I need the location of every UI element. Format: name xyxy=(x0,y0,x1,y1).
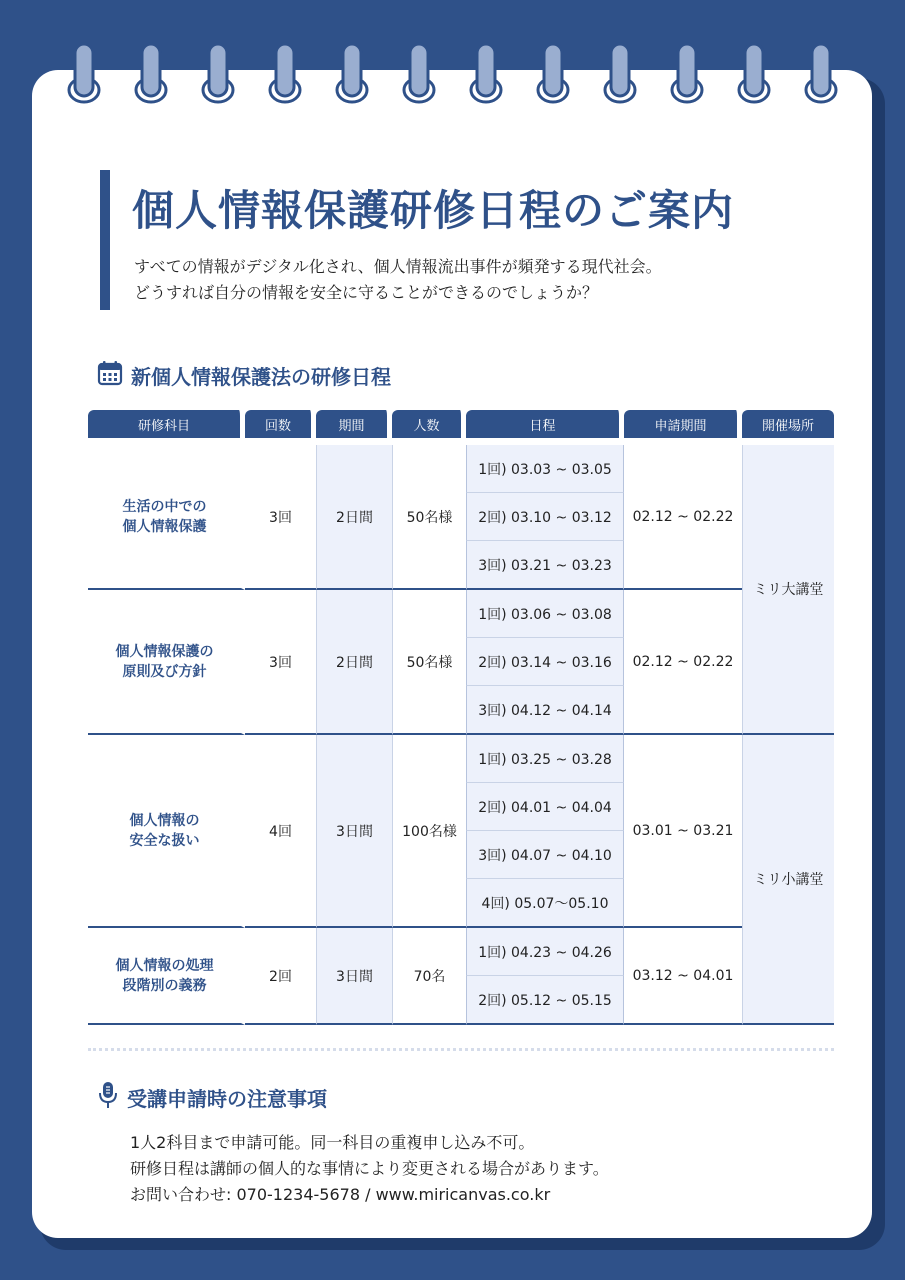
schedule-section-heading xyxy=(97,360,391,390)
course-period: 2日間 xyxy=(316,590,392,735)
venue: ミリ小講堂 xyxy=(742,735,834,1025)
course-count: 2回 xyxy=(245,928,316,1025)
table-header-row xyxy=(88,410,834,438)
apply-period: 03.01 ~ 03.21 xyxy=(624,735,742,928)
binding-ring xyxy=(133,42,169,106)
session-date: 3回) 04.07 ~ 04.10 xyxy=(466,831,624,879)
course-subject-line: 個人情報の xyxy=(129,812,200,829)
apply-period: 02.12 ~ 02.22 xyxy=(624,445,742,590)
binding-ring xyxy=(736,42,772,106)
notes-section-title: 受講申請時の注意事項 xyxy=(127,1086,327,1111)
session-date: 2回) 03.14 ~ 03.16 xyxy=(466,638,624,686)
session-date: 2回) 05.12 ~ 05.15 xyxy=(466,976,624,1025)
course-people: 100名様 xyxy=(392,735,466,928)
course-subject xyxy=(88,445,245,590)
intro-line: どうすれば自分の情報を安全に守ることができるのでしょうか？ xyxy=(134,283,599,302)
binding-ring xyxy=(267,42,303,106)
table-row xyxy=(88,445,834,493)
course-subject-line: 個人情報保護の xyxy=(115,643,214,660)
binding-ring xyxy=(66,42,102,106)
course-subject-line: 個人情報の処理 xyxy=(115,957,214,974)
binding-ring xyxy=(401,42,437,106)
course-people: 70名 xyxy=(392,928,466,1025)
session-date: 1回) 03.06 ~ 03.08 xyxy=(466,590,624,638)
binding-ring xyxy=(535,42,571,106)
course-count: 3回 xyxy=(245,590,316,735)
intro-line: すべての情報がデジタル化され、個人情報流出事件が頻発する現代社会。 xyxy=(134,257,662,276)
session-date: 1回) 03.03 ~ 03.05 xyxy=(466,445,624,493)
course-period: 3日間 xyxy=(316,735,392,928)
course-people: 50名様 xyxy=(392,445,466,590)
course-subject-line: 安全な扱い xyxy=(129,832,200,849)
binding-ring xyxy=(669,42,705,106)
venue: ミリ大講堂 xyxy=(742,445,834,735)
course-subject-line: 原則及び方針 xyxy=(122,663,207,680)
binding-ring xyxy=(602,42,638,106)
binding-ring xyxy=(803,42,839,106)
session-date: 3回) 04.12 ~ 04.14 xyxy=(466,686,624,735)
course-subject-line: 個人情報保護 xyxy=(122,518,207,535)
schedule-section-title: 新個人情報保護法の研修日程 xyxy=(131,364,391,389)
session-date: 4回) 05.07〜05.10 xyxy=(466,879,624,928)
course-count: 4回 xyxy=(245,735,316,928)
header-period: 期間 xyxy=(316,410,392,438)
course-period: 2日間 xyxy=(316,445,392,590)
course-subject-line: 段階別の義務 xyxy=(122,977,207,994)
session-date: 1回) 04.23 ~ 04.26 xyxy=(466,928,624,976)
apply-period: 02.12 ~ 02.22 xyxy=(624,590,742,735)
page-title: 個人情報保護研修日程のご案内 xyxy=(132,186,735,235)
session-date: 1回) 03.25 ~ 03.28 xyxy=(466,735,624,783)
binding-ring xyxy=(334,42,370,106)
session-date: 2回) 04.01 ~ 04.04 xyxy=(466,783,624,831)
notes-section-heading xyxy=(97,1080,327,1114)
binding-ring xyxy=(200,42,236,106)
session-date: 3回) 03.21 ~ 03.23 xyxy=(466,541,624,590)
table-row xyxy=(88,928,834,976)
header-people: 人数 xyxy=(392,410,466,438)
note-line: 研修日程は講師の個人的な事情により変更される場合があります。 xyxy=(130,1159,609,1178)
binding-ring xyxy=(468,42,504,106)
table-row xyxy=(88,590,834,638)
header-subject: 研修科目 xyxy=(88,410,245,438)
header-count: 回数 xyxy=(245,410,316,438)
course-count: 3回 xyxy=(245,445,316,590)
schedule-table xyxy=(88,410,834,1025)
session-date: 2回) 03.10 ~ 03.12 xyxy=(466,493,624,541)
microphone-icon xyxy=(97,1080,119,1114)
course-period: 3日間 xyxy=(316,928,392,1025)
course-subject xyxy=(88,735,245,928)
dotted-divider xyxy=(88,1048,834,1051)
note-line: お問い合わせ: 070-1234-5678 / www.miricanvas.co.kr xyxy=(130,1185,551,1204)
course-subject xyxy=(88,928,245,1025)
header-dates: 日程 xyxy=(466,410,624,438)
course-subject xyxy=(88,590,245,735)
calendar-icon xyxy=(97,360,123,390)
header-apply-period: 申請期間 xyxy=(624,410,742,438)
notes-list xyxy=(130,1130,609,1208)
title-accent-bar xyxy=(100,170,110,310)
table-row xyxy=(88,735,834,783)
course-subject-line: 生活の中での xyxy=(122,498,207,515)
header-venue: 開催場所 xyxy=(742,410,834,438)
intro-text xyxy=(134,254,662,306)
course-people: 50名様 xyxy=(392,590,466,735)
apply-period: 03.12 ~ 04.01 xyxy=(624,928,742,1025)
note-line: 1人2科目まで申請可能。同一科目の重複申し込み不可。 xyxy=(130,1133,535,1152)
